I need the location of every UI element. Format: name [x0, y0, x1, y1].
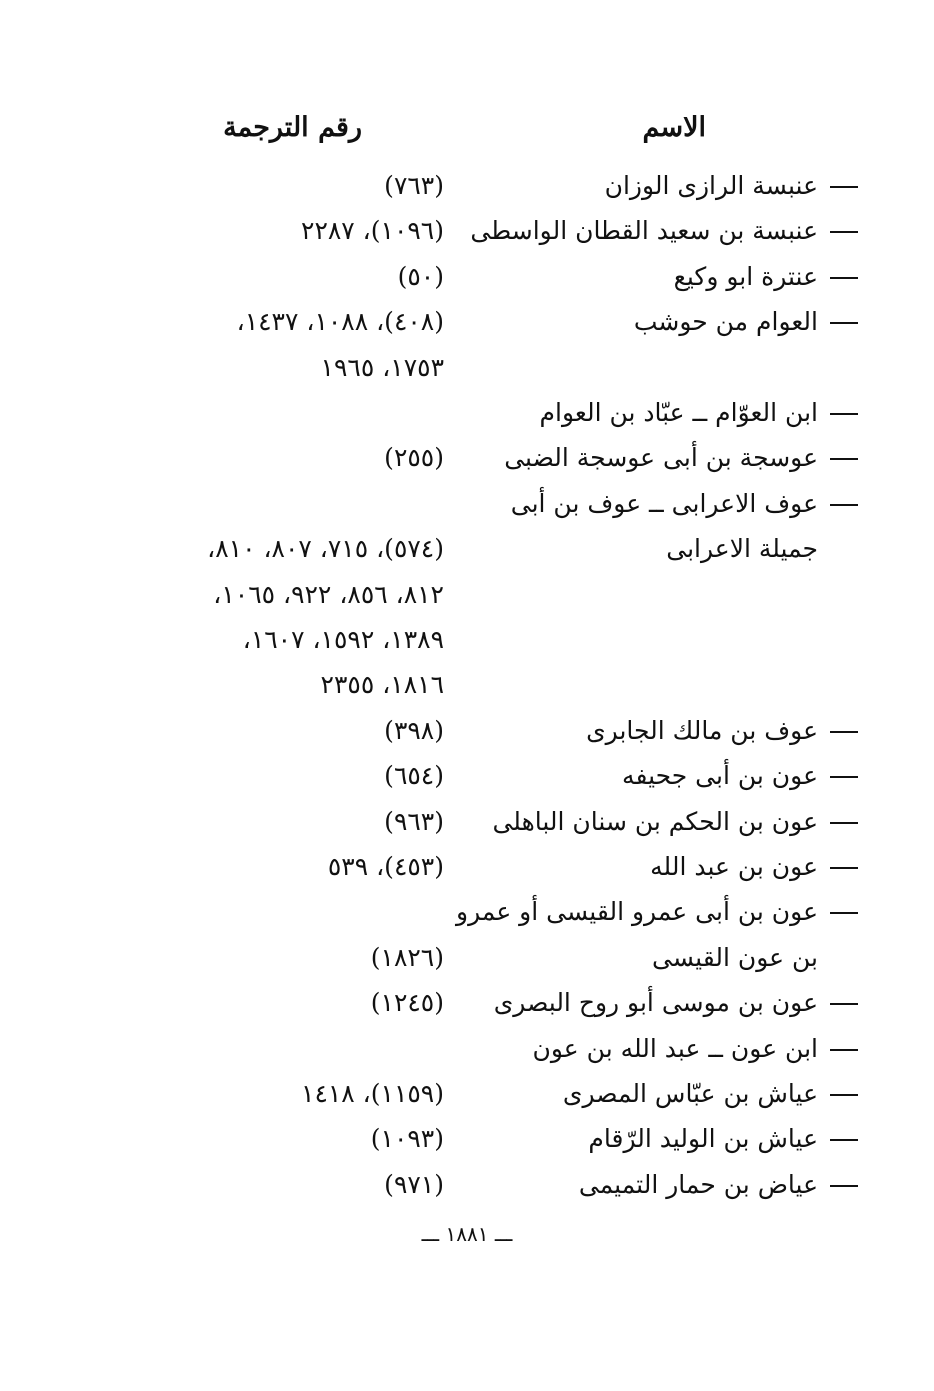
entry-name: عوسجة بن أبى عوسجة الضبى — [504, 443, 818, 472]
entry-dash — [830, 322, 858, 324]
entry-name: عون بن عبد الله — [650, 852, 818, 881]
entry-name: عون بن موسى أبو روح البصرى — [493, 988, 818, 1017]
entry-dash — [830, 1185, 858, 1187]
entry-reference-numbers: (٥٧٤)، ٧١٥، ٨٠٧، ٨١٠، — [207, 534, 444, 563]
entry-dash — [830, 186, 858, 188]
entry-dash — [830, 776, 858, 778]
entry-reference-numbers: (١١٥٩)، ١٤١٨ — [301, 1079, 444, 1108]
entry-dash — [830, 413, 858, 415]
entry-reference-numbers: (٤٠٨)، ١٠٨٨، ١٤٣٧، — [236, 307, 444, 336]
entry-reference-numbers: (٧٦٣) — [384, 171, 444, 200]
header-number: رقم الترجمة — [223, 112, 362, 143]
entry-reference-numbers: (٤٥٣)، ٥٣٩ — [327, 852, 444, 881]
entry-dash — [830, 1049, 858, 1051]
entry-dash — [830, 1139, 858, 1141]
entry-name: عنبسة بن سعيد القطان الواسطى — [470, 216, 818, 245]
entry-reference-numbers: ١٣٨٩، ١٥٩٢، ١٦٠٧، — [242, 625, 444, 654]
entry-name: ابن عون ــ عبد الله بن عون — [532, 1034, 818, 1063]
entry-reference-numbers: ٨١٢، ٨٥٦، ٩٢٢، ١٠٦٥، — [213, 580, 444, 609]
entry-reference-numbers: ١٧٥٣، ١٩٦٥ — [320, 353, 444, 382]
entry-name: جميلة الاعرابى — [666, 534, 818, 563]
entry-name: عنبسة الرازى الوزان — [604, 171, 818, 200]
entry-dash — [830, 731, 858, 733]
entry-dash — [830, 277, 858, 279]
entry-name: عنترة ابو وكيع — [673, 262, 818, 291]
entry-dash — [830, 822, 858, 824]
entry-dash — [830, 1094, 858, 1096]
entry-dash — [830, 504, 858, 506]
entry-name: عون بن أبى عمرو القيسى أو عمرو — [456, 897, 818, 926]
page-number: ـــ ١٨٨١ ـــ — [421, 1222, 513, 1246]
entry-reference-numbers: ١٨١٦، ٢٣٥٥ — [320, 670, 444, 699]
entry-dash — [830, 867, 858, 869]
entry-reference-numbers: (٩٦٣) — [384, 807, 444, 836]
entry-reference-numbers: (١٢٤٥) — [370, 988, 444, 1017]
entry-dash — [830, 912, 858, 914]
entry-reference-numbers: (٩٧١) — [384, 1170, 444, 1199]
entry-reference-numbers: (١٠٩٣) — [370, 1124, 444, 1153]
entry-dash — [830, 458, 858, 460]
entry-name: العوام من حوشب — [633, 307, 818, 336]
entry-reference-numbers: (١٨٢٦) — [370, 943, 444, 972]
header-name: الاسم — [642, 112, 706, 143]
entry-dash — [830, 1003, 858, 1005]
entry-name: عون بن الحكم بن سنان الباهلى — [492, 807, 818, 836]
entry-reference-numbers: (٣٩٨) — [384, 716, 444, 745]
entry-dash — [830, 231, 858, 233]
entry-name: عياض بن حمار التميمى — [578, 1170, 818, 1199]
entry-name: عياش بن عبّاس المصرى — [562, 1079, 818, 1108]
entry-name: بن عون القيسى — [652, 943, 818, 972]
entry-name: ابن العوّام ــ عبّاد بن العوام — [539, 398, 818, 427]
entry-reference-numbers: (١٠٩٦)، ٢٢٨٧ — [301, 216, 444, 245]
entry-name: عون بن أبى جحيفه — [622, 761, 818, 790]
entry-reference-numbers: (٦٥٤) — [384, 761, 444, 790]
entry-name: عياش بن الوليد الرّقام — [588, 1124, 818, 1153]
entry-name: عوف الاعرابى ــ عوف بن أبى — [510, 489, 818, 518]
entry-reference-numbers: (٢٥٥) — [384, 443, 444, 472]
entry-name: عوف بن مالك الجابرى — [586, 716, 818, 745]
entry-reference-numbers: (٥٠) — [397, 262, 444, 291]
